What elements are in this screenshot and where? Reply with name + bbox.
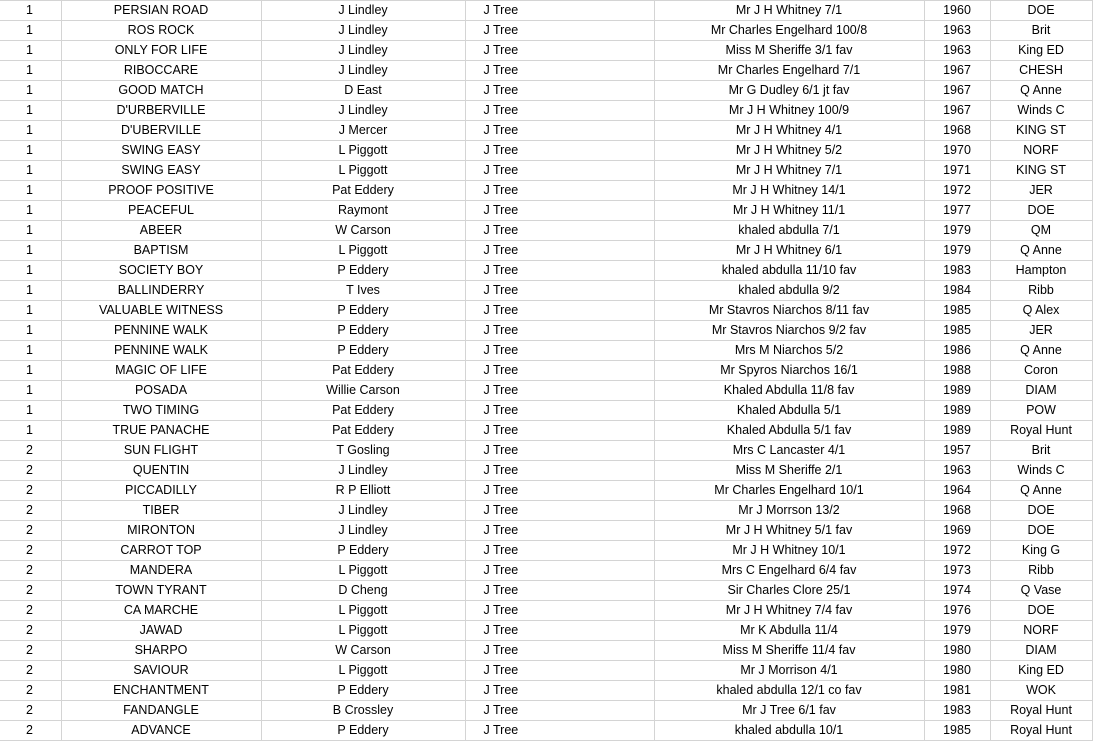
table-row bbox=[0, 661, 1092, 681]
jockey-cell[interactable]: Pat Eddery bbox=[261, 361, 465, 381]
owner-odds-cell[interactable]: Mr J Tree 6/1 fav bbox=[654, 701, 924, 721]
table-row bbox=[0, 401, 1092, 421]
horse-cell[interactable]: SHARPO bbox=[61, 641, 261, 661]
trainer-cell[interactable]: J Tree bbox=[465, 621, 654, 641]
race-cell[interactable]: Ribb bbox=[990, 281, 1092, 301]
trainer-cell[interactable]: J Tree bbox=[465, 641, 654, 661]
horse-cell[interactable]: MIRONTON bbox=[61, 521, 261, 541]
place-cell[interactable]: 1 bbox=[0, 141, 61, 161]
table-row bbox=[0, 521, 1092, 541]
jockey-cell[interactable]: J Lindley bbox=[261, 61, 465, 81]
trainer-cell[interactable]: J Tree bbox=[465, 581, 654, 601]
owner-odds-cell[interactable]: Mr J H Whitney 10/1 bbox=[654, 541, 924, 561]
place-cell[interactable]: 1 bbox=[0, 401, 61, 421]
place-cell[interactable]: 1 bbox=[0, 261, 61, 281]
year-cell[interactable]: 1985 bbox=[924, 301, 990, 321]
place-cell[interactable]: 2 bbox=[0, 701, 61, 721]
owner-odds-cell[interactable]: Mr J Morrson 13/2 bbox=[654, 501, 924, 521]
trainer-cell[interactable]: J Tree bbox=[465, 561, 654, 581]
horse-cell[interactable]: CA MARCHE bbox=[61, 601, 261, 621]
jockey-cell[interactable]: Pat Eddery bbox=[261, 401, 465, 421]
trainer-cell[interactable]: J Tree bbox=[465, 281, 654, 301]
race-cell[interactable]: WOK bbox=[990, 681, 1092, 701]
place-cell[interactable]: 1 bbox=[0, 21, 61, 41]
table-row bbox=[0, 21, 1092, 41]
place-cell[interactable]: 2 bbox=[0, 641, 61, 661]
table-row bbox=[0, 461, 1092, 481]
race-cell[interactable]: Q Anne bbox=[990, 81, 1092, 101]
trainer-cell[interactable]: J Tree bbox=[465, 181, 654, 201]
horse-cell[interactable]: SWING EASY bbox=[61, 141, 261, 161]
horse-cell[interactable]: QUENTIN bbox=[61, 461, 261, 481]
table-row bbox=[0, 641, 1092, 661]
jockey-cell[interactable]: T Ives bbox=[261, 281, 465, 301]
trainer-cell[interactable]: J Tree bbox=[465, 301, 654, 321]
jockey-cell[interactable]: J Lindley bbox=[261, 41, 465, 61]
trainer-cell[interactable]: J Tree bbox=[465, 421, 654, 441]
trainer-cell[interactable]: J Tree bbox=[465, 241, 654, 261]
owner-odds-cell[interactable]: Mr Charles Engelhard 10/1 bbox=[654, 481, 924, 501]
place-cell[interactable]: 1 bbox=[0, 201, 61, 221]
trainer-cell[interactable]: J Tree bbox=[465, 261, 654, 281]
place-cell[interactable]: 1 bbox=[0, 81, 61, 101]
table-row bbox=[0, 441, 1092, 461]
table-row bbox=[0, 361, 1092, 381]
table-row bbox=[0, 541, 1092, 561]
jockey-cell[interactable]: L Piggott bbox=[261, 621, 465, 641]
race-cell[interactable]: Royal Hunt bbox=[990, 721, 1092, 741]
jockey-cell[interactable]: J Lindley bbox=[261, 461, 465, 481]
race-cell[interactable]: QM bbox=[990, 221, 1092, 241]
jockey-cell[interactable]: P Eddery bbox=[261, 341, 465, 361]
horse-cell[interactable]: VALUABLE WITNESS bbox=[61, 301, 261, 321]
trainer-cell[interactable]: J Tree bbox=[465, 461, 654, 481]
race-cell[interactable]: Q Anne bbox=[990, 341, 1092, 361]
race-cell[interactable]: Winds C bbox=[990, 101, 1092, 121]
race-cell[interactable]: DIAM bbox=[990, 381, 1092, 401]
horse-cell[interactable]: D'UBERVILLE bbox=[61, 121, 261, 141]
jockey-cell[interactable]: J Lindley bbox=[261, 501, 465, 521]
place-cell[interactable]: 1 bbox=[0, 121, 61, 141]
horse-cell[interactable]: ONLY FOR LIFE bbox=[61, 41, 261, 61]
owner-odds-cell[interactable]: Khaled Abdulla 5/1 bbox=[654, 401, 924, 421]
race-cell[interactable]: Coron bbox=[990, 361, 1092, 381]
owner-odds-cell[interactable]: Mr J H Whitney 7/1 bbox=[654, 1, 924, 21]
horse-cell[interactable]: PENNINE WALK bbox=[61, 341, 261, 361]
year-cell[interactable]: 1970 bbox=[924, 141, 990, 161]
horse-cell[interactable]: BALLINDERRY bbox=[61, 281, 261, 301]
table-row bbox=[0, 121, 1092, 141]
horse-cell[interactable]: SAVIOUR bbox=[61, 661, 261, 681]
year-cell[interactable]: 1964 bbox=[924, 481, 990, 501]
race-cell[interactable]: POW bbox=[990, 401, 1092, 421]
table-row bbox=[0, 141, 1092, 161]
jockey-cell[interactable]: L Piggott bbox=[261, 141, 465, 161]
owner-odds-cell[interactable]: Mr K Abdulla 11/4 bbox=[654, 621, 924, 641]
year-cell[interactable]: 1969 bbox=[924, 521, 990, 541]
owner-odds-cell[interactable]: Mr J H Whitney 5/1 fav bbox=[654, 521, 924, 541]
place-cell[interactable]: 1 bbox=[0, 181, 61, 201]
year-cell[interactable]: 1989 bbox=[924, 381, 990, 401]
jockey-cell[interactable]: L Piggott bbox=[261, 561, 465, 581]
horse-cell[interactable]: SWING EASY bbox=[61, 161, 261, 181]
owner-odds-cell[interactable]: Khaled Abdulla 11/8 fav bbox=[654, 381, 924, 401]
jockey-cell[interactable]: P Eddery bbox=[261, 721, 465, 741]
owner-odds-cell[interactable]: Miss M Sheriffe 11/4 fav bbox=[654, 641, 924, 661]
table-row bbox=[0, 381, 1092, 401]
jockey-cell[interactable]: R P Elliott bbox=[261, 481, 465, 501]
owner-odds-cell[interactable]: Miss M Sheriffe 3/1 fav bbox=[654, 41, 924, 61]
horse-cell[interactable]: ABEER bbox=[61, 221, 261, 241]
jockey-cell[interactable]: Pat Eddery bbox=[261, 181, 465, 201]
year-cell[interactable]: 1980 bbox=[924, 641, 990, 661]
year-cell[interactable]: 1984 bbox=[924, 281, 990, 301]
jockey-cell[interactable]: B Crossley bbox=[261, 701, 465, 721]
year-cell[interactable]: 1985 bbox=[924, 721, 990, 741]
owner-odds-cell[interactable]: khaled abdulla 10/1 bbox=[654, 721, 924, 741]
place-cell[interactable]: 2 bbox=[0, 621, 61, 641]
race-cell[interactable]: DOE bbox=[990, 601, 1092, 621]
year-cell[interactable]: 1968 bbox=[924, 121, 990, 141]
horse-cell[interactable]: D'URBERVILLE bbox=[61, 101, 261, 121]
jockey-cell[interactable]: P Eddery bbox=[261, 321, 465, 341]
horse-cell[interactable]: TRUE PANACHE bbox=[61, 421, 261, 441]
table-row bbox=[0, 161, 1092, 181]
year-cell[interactable]: 1974 bbox=[924, 581, 990, 601]
horse-cell[interactable]: PROOF POSITIVE bbox=[61, 181, 261, 201]
jockey-cell[interactable]: J Lindley bbox=[261, 101, 465, 121]
place-cell[interactable]: 2 bbox=[0, 661, 61, 681]
trainer-cell[interactable]: J Tree bbox=[465, 161, 654, 181]
owner-odds-cell[interactable]: Mr J H Whitney 7/1 bbox=[654, 161, 924, 181]
owner-odds-cell[interactable]: Khaled Abdulla 5/1 fav bbox=[654, 421, 924, 441]
place-cell[interactable]: 1 bbox=[0, 101, 61, 121]
year-cell[interactable]: 1967 bbox=[924, 101, 990, 121]
race-cell[interactable]: King ED bbox=[990, 41, 1092, 61]
table-row bbox=[0, 321, 1092, 341]
owner-odds-cell[interactable]: Mr J H Whitney 14/1 bbox=[654, 181, 924, 201]
jockey-cell[interactable]: P Eddery bbox=[261, 681, 465, 701]
horse-cell[interactable]: TIBER bbox=[61, 501, 261, 521]
table-row bbox=[0, 501, 1092, 521]
place-cell[interactable]: 1 bbox=[0, 1, 61, 21]
race-cell[interactable]: JER bbox=[990, 181, 1092, 201]
year-cell[interactable]: 1967 bbox=[924, 61, 990, 81]
horse-cell[interactable]: MANDERA bbox=[61, 561, 261, 581]
place-cell[interactable]: 2 bbox=[0, 501, 61, 521]
place-cell[interactable]: 2 bbox=[0, 481, 61, 501]
year-cell[interactable]: 1989 bbox=[924, 421, 990, 441]
horse-cell[interactable]: FANDANGLE bbox=[61, 701, 261, 721]
table-row bbox=[0, 221, 1092, 241]
trainer-cell[interactable]: J Tree bbox=[465, 681, 654, 701]
jockey-cell[interactable]: W Carson bbox=[261, 221, 465, 241]
jockey-cell[interactable]: Raymont bbox=[261, 201, 465, 221]
trainer-cell[interactable]: J Tree bbox=[465, 661, 654, 681]
place-cell[interactable]: 2 bbox=[0, 461, 61, 481]
race-cell[interactable]: Q Anne bbox=[990, 241, 1092, 261]
owner-odds-cell[interactable]: khaled abdulla 7/1 bbox=[654, 221, 924, 241]
owner-odds-cell[interactable]: Mrs M Niarchos 5/2 bbox=[654, 341, 924, 361]
horse-cell[interactable]: GOOD MATCH bbox=[61, 81, 261, 101]
trainer-cell[interactable]: J Tree bbox=[465, 121, 654, 141]
year-cell[interactable]: 1983 bbox=[924, 261, 990, 281]
race-cell[interactable]: Hampton bbox=[990, 261, 1092, 281]
year-cell[interactable]: 1957 bbox=[924, 441, 990, 461]
horse-cell[interactable]: PEACEFUL bbox=[61, 201, 261, 221]
owner-odds-cell[interactable]: Mr Stavros Niarchos 8/11 fav bbox=[654, 301, 924, 321]
horse-cell[interactable]: SUN FLIGHT bbox=[61, 441, 261, 461]
year-cell[interactable]: 1963 bbox=[924, 41, 990, 61]
place-cell[interactable]: 1 bbox=[0, 301, 61, 321]
year-cell[interactable]: 1976 bbox=[924, 601, 990, 621]
jockey-cell[interactable]: D Cheng bbox=[261, 581, 465, 601]
horse-cell[interactable]: RIBOCCARE bbox=[61, 61, 261, 81]
jockey-cell[interactable]: P Eddery bbox=[261, 541, 465, 561]
year-cell[interactable]: 1979 bbox=[924, 241, 990, 261]
year-cell[interactable]: 1977 bbox=[924, 201, 990, 221]
owner-odds-cell[interactable]: Mr J H Whitney 11/1 bbox=[654, 201, 924, 221]
owner-odds-cell[interactable]: Mrs C Engelhard 6/4 fav bbox=[654, 561, 924, 581]
table-row bbox=[0, 241, 1092, 261]
jockey-cell[interactable]: T Gosling bbox=[261, 441, 465, 461]
year-cell[interactable]: 1980 bbox=[924, 661, 990, 681]
horse-cell[interactable]: MAGIC OF LIFE bbox=[61, 361, 261, 381]
jockey-cell[interactable]: J Mercer bbox=[261, 121, 465, 141]
table-row bbox=[0, 261, 1092, 281]
jockey-cell[interactable]: W Carson bbox=[261, 641, 465, 661]
table-row bbox=[0, 301, 1092, 321]
race-cell[interactable]: Q Alex bbox=[990, 301, 1092, 321]
trainer-cell[interactable]: J Tree bbox=[465, 381, 654, 401]
race-cell[interactable]: Winds C bbox=[990, 461, 1092, 481]
trainer-cell[interactable]: J Tree bbox=[465, 541, 654, 561]
table-row bbox=[0, 181, 1092, 201]
trainer-cell[interactable]: J Tree bbox=[465, 501, 654, 521]
owner-odds-cell[interactable]: khaled abdulla 11/10 fav bbox=[654, 261, 924, 281]
jockey-cell[interactable]: P Eddery bbox=[261, 261, 465, 281]
owner-odds-cell[interactable]: Mr J H Whitney 5/2 bbox=[654, 141, 924, 161]
horse-cell[interactable]: ADVANCE bbox=[61, 721, 261, 741]
table-row bbox=[0, 601, 1092, 621]
place-cell[interactable]: 2 bbox=[0, 541, 61, 561]
trainer-cell[interactable]: J Tree bbox=[465, 201, 654, 221]
race-cell[interactable]: Q Anne bbox=[990, 481, 1092, 501]
trainer-cell[interactable]: J Tree bbox=[465, 1, 654, 21]
table-row bbox=[0, 201, 1092, 221]
place-cell[interactable]: 1 bbox=[0, 321, 61, 341]
year-cell[interactable]: 1960 bbox=[924, 1, 990, 21]
jockey-cell[interactable]: L Piggott bbox=[261, 241, 465, 261]
place-cell[interactable]: 2 bbox=[0, 561, 61, 581]
trainer-cell[interactable]: J Tree bbox=[465, 361, 654, 381]
place-cell[interactable]: 1 bbox=[0, 161, 61, 181]
table-row bbox=[0, 41, 1092, 61]
trainer-cell[interactable]: J Tree bbox=[465, 61, 654, 81]
race-cell[interactable]: King G bbox=[990, 541, 1092, 561]
owner-odds-cell[interactable]: Mr J H Whitney 7/4 fav bbox=[654, 601, 924, 621]
jockey-cell[interactable]: L Piggott bbox=[261, 661, 465, 681]
owner-odds-cell[interactable]: khaled abdulla 12/1 co fav bbox=[654, 681, 924, 701]
year-cell[interactable]: 1989 bbox=[924, 401, 990, 421]
table-row bbox=[0, 681, 1092, 701]
horse-cell[interactable]: JAWAD bbox=[61, 621, 261, 641]
place-cell[interactable]: 2 bbox=[0, 601, 61, 621]
trainer-cell[interactable]: J Tree bbox=[465, 341, 654, 361]
owner-odds-cell[interactable]: Mr G Dudley 6/1 jt fav bbox=[654, 81, 924, 101]
race-cell[interactable]: JER bbox=[990, 321, 1092, 341]
owner-odds-cell[interactable]: Mr J H Whitney 4/1 bbox=[654, 121, 924, 141]
table-row bbox=[0, 481, 1092, 501]
horse-cell[interactable]: BAPTISM bbox=[61, 241, 261, 261]
place-cell[interactable]: 2 bbox=[0, 581, 61, 601]
year-cell[interactable]: 1967 bbox=[924, 81, 990, 101]
trainer-cell[interactable]: J Tree bbox=[465, 321, 654, 341]
table-row bbox=[0, 341, 1092, 361]
place-cell[interactable]: 2 bbox=[0, 681, 61, 701]
table-row bbox=[0, 581, 1092, 601]
race-cell[interactable]: DOE bbox=[990, 201, 1092, 221]
owner-odds-cell[interactable]: Sir Charles Clore 25/1 bbox=[654, 581, 924, 601]
race-cell[interactable]: Brit bbox=[990, 441, 1092, 461]
owner-odds-cell[interactable]: Mr Stavros Niarchos 9/2 fav bbox=[654, 321, 924, 341]
race-cell[interactable]: CHESH bbox=[990, 61, 1092, 81]
race-cell[interactable]: NORF bbox=[990, 621, 1092, 641]
trainer-cell[interactable]: J Tree bbox=[465, 401, 654, 421]
place-cell[interactable]: 1 bbox=[0, 381, 61, 401]
trainer-cell[interactable]: J Tree bbox=[465, 141, 654, 161]
trainer-cell[interactable]: J Tree bbox=[465, 101, 654, 121]
trainer-cell[interactable]: J Tree bbox=[465, 441, 654, 461]
jockey-cell[interactable]: Willie Carson bbox=[261, 381, 465, 401]
place-cell[interactable]: 2 bbox=[0, 521, 61, 541]
table-row bbox=[0, 721, 1092, 741]
horse-cell[interactable]: ROS ROCK bbox=[61, 21, 261, 41]
jockey-cell[interactable]: P Eddery bbox=[261, 301, 465, 321]
horse-cell[interactable]: ENCHANTMENT bbox=[61, 681, 261, 701]
table-row bbox=[0, 81, 1092, 101]
year-cell[interactable]: 1979 bbox=[924, 221, 990, 241]
trainer-cell[interactable]: J Tree bbox=[465, 21, 654, 41]
jockey-cell[interactable]: L Piggott bbox=[261, 601, 465, 621]
year-cell[interactable]: 1983 bbox=[924, 701, 990, 721]
place-cell[interactable]: 1 bbox=[0, 421, 61, 441]
jockey-cell[interactable]: L Piggott bbox=[261, 161, 465, 181]
table-row bbox=[0, 561, 1092, 581]
year-cell[interactable]: 1988 bbox=[924, 361, 990, 381]
horse-cell[interactable]: POSADA bbox=[61, 381, 261, 401]
year-cell[interactable]: 1972 bbox=[924, 541, 990, 561]
place-cell[interactable]: 1 bbox=[0, 341, 61, 361]
place-cell[interactable]: 1 bbox=[0, 61, 61, 81]
table-row bbox=[0, 61, 1092, 81]
year-cell[interactable]: 1968 bbox=[924, 501, 990, 521]
year-cell[interactable]: 1985 bbox=[924, 321, 990, 341]
owner-odds-cell[interactable]: Miss M Sheriffe 2/1 bbox=[654, 461, 924, 481]
table-row bbox=[0, 101, 1092, 121]
horse-cell[interactable]: TWO TIMING bbox=[61, 401, 261, 421]
race-cell[interactable]: KING ST bbox=[990, 161, 1092, 181]
jockey-cell[interactable]: J Lindley bbox=[261, 21, 465, 41]
owner-odds-cell[interactable]: Mr J H Whitney 100/9 bbox=[654, 101, 924, 121]
table-row bbox=[0, 1, 1092, 21]
horse-cell[interactable]: CARROT TOP bbox=[61, 541, 261, 561]
race-cell[interactable]: DOE bbox=[990, 501, 1092, 521]
horse-cell[interactable]: PERSIAN ROAD bbox=[61, 1, 261, 21]
trainer-cell[interactable]: J Tree bbox=[465, 41, 654, 61]
owner-odds-cell[interactable]: khaled abdulla 9/2 bbox=[654, 281, 924, 301]
race-cell[interactable]: King ED bbox=[990, 661, 1092, 681]
table-row bbox=[0, 621, 1092, 641]
race-cell[interactable]: Royal Hunt bbox=[990, 421, 1092, 441]
trainer-cell[interactable]: J Tree bbox=[465, 481, 654, 501]
place-cell[interactable]: 2 bbox=[0, 721, 61, 741]
race-cell[interactable]: KING ST bbox=[990, 121, 1092, 141]
horse-cell[interactable]: PENNINE WALK bbox=[61, 321, 261, 341]
trainer-cell[interactable]: J Tree bbox=[465, 521, 654, 541]
owner-odds-cell[interactable]: Mr Charles Engelhard 100/8 bbox=[654, 21, 924, 41]
trainer-cell[interactable]: J Tree bbox=[465, 721, 654, 741]
horse-cell[interactable]: PICCADILLY bbox=[61, 481, 261, 501]
year-cell[interactable]: 1963 bbox=[924, 21, 990, 41]
year-cell[interactable]: 1972 bbox=[924, 181, 990, 201]
place-cell[interactable]: 1 bbox=[0, 221, 61, 241]
year-cell[interactable]: 1986 bbox=[924, 341, 990, 361]
trainer-cell[interactable]: J Tree bbox=[465, 601, 654, 621]
jockey-cell[interactable]: D East bbox=[261, 81, 465, 101]
jockey-cell[interactable]: J Lindley bbox=[261, 521, 465, 541]
table-row bbox=[0, 281, 1092, 301]
place-cell[interactable]: 1 bbox=[0, 41, 61, 61]
year-cell[interactable]: 1971 bbox=[924, 161, 990, 181]
year-cell[interactable]: 1963 bbox=[924, 461, 990, 481]
race-cell[interactable]: Ribb bbox=[990, 561, 1092, 581]
place-cell[interactable]: 2 bbox=[0, 441, 61, 461]
race-cell[interactable]: Royal Hunt bbox=[990, 701, 1092, 721]
place-cell[interactable]: 1 bbox=[0, 361, 61, 381]
owner-odds-cell[interactable]: Mr Charles Engelhard 7/1 bbox=[654, 61, 924, 81]
spreadsheet-body bbox=[0, 1, 1092, 741]
horse-cell[interactable]: SOCIETY BOY bbox=[61, 261, 261, 281]
table-row bbox=[0, 701, 1092, 721]
owner-odds-cell[interactable]: Mrs C Lancaster 4/1 bbox=[654, 441, 924, 461]
race-cell[interactable]: DOE bbox=[990, 1, 1092, 21]
race-cell[interactable]: Brit bbox=[990, 21, 1092, 41]
jockey-cell[interactable]: Pat Eddery bbox=[261, 421, 465, 441]
race-cell[interactable]: Q Vase bbox=[990, 581, 1092, 601]
year-cell[interactable]: 1981 bbox=[924, 681, 990, 701]
trainer-cell[interactable]: J Tree bbox=[465, 701, 654, 721]
owner-odds-cell[interactable]: Mr J H Whitney 6/1 bbox=[654, 241, 924, 261]
race-cell[interactable]: DIAM bbox=[990, 641, 1092, 661]
race-cell[interactable]: DOE bbox=[990, 521, 1092, 541]
horse-cell[interactable]: TOWN TYRANT bbox=[61, 581, 261, 601]
owner-odds-cell[interactable]: Mr J Morrison 4/1 bbox=[654, 661, 924, 681]
year-cell[interactable]: 1973 bbox=[924, 561, 990, 581]
place-cell[interactable]: 1 bbox=[0, 281, 61, 301]
year-cell[interactable]: 1979 bbox=[924, 621, 990, 641]
owner-odds-cell[interactable]: Mr Spyros Niarchos 16/1 bbox=[654, 361, 924, 381]
trainer-cell[interactable]: J Tree bbox=[465, 221, 654, 241]
trainer-cell[interactable]: J Tree bbox=[465, 81, 654, 101]
place-cell[interactable]: 1 bbox=[0, 241, 61, 261]
jockey-cell[interactable]: J Lindley bbox=[261, 1, 465, 21]
table-row bbox=[0, 421, 1092, 441]
race-cell[interactable]: NORF bbox=[990, 141, 1092, 161]
